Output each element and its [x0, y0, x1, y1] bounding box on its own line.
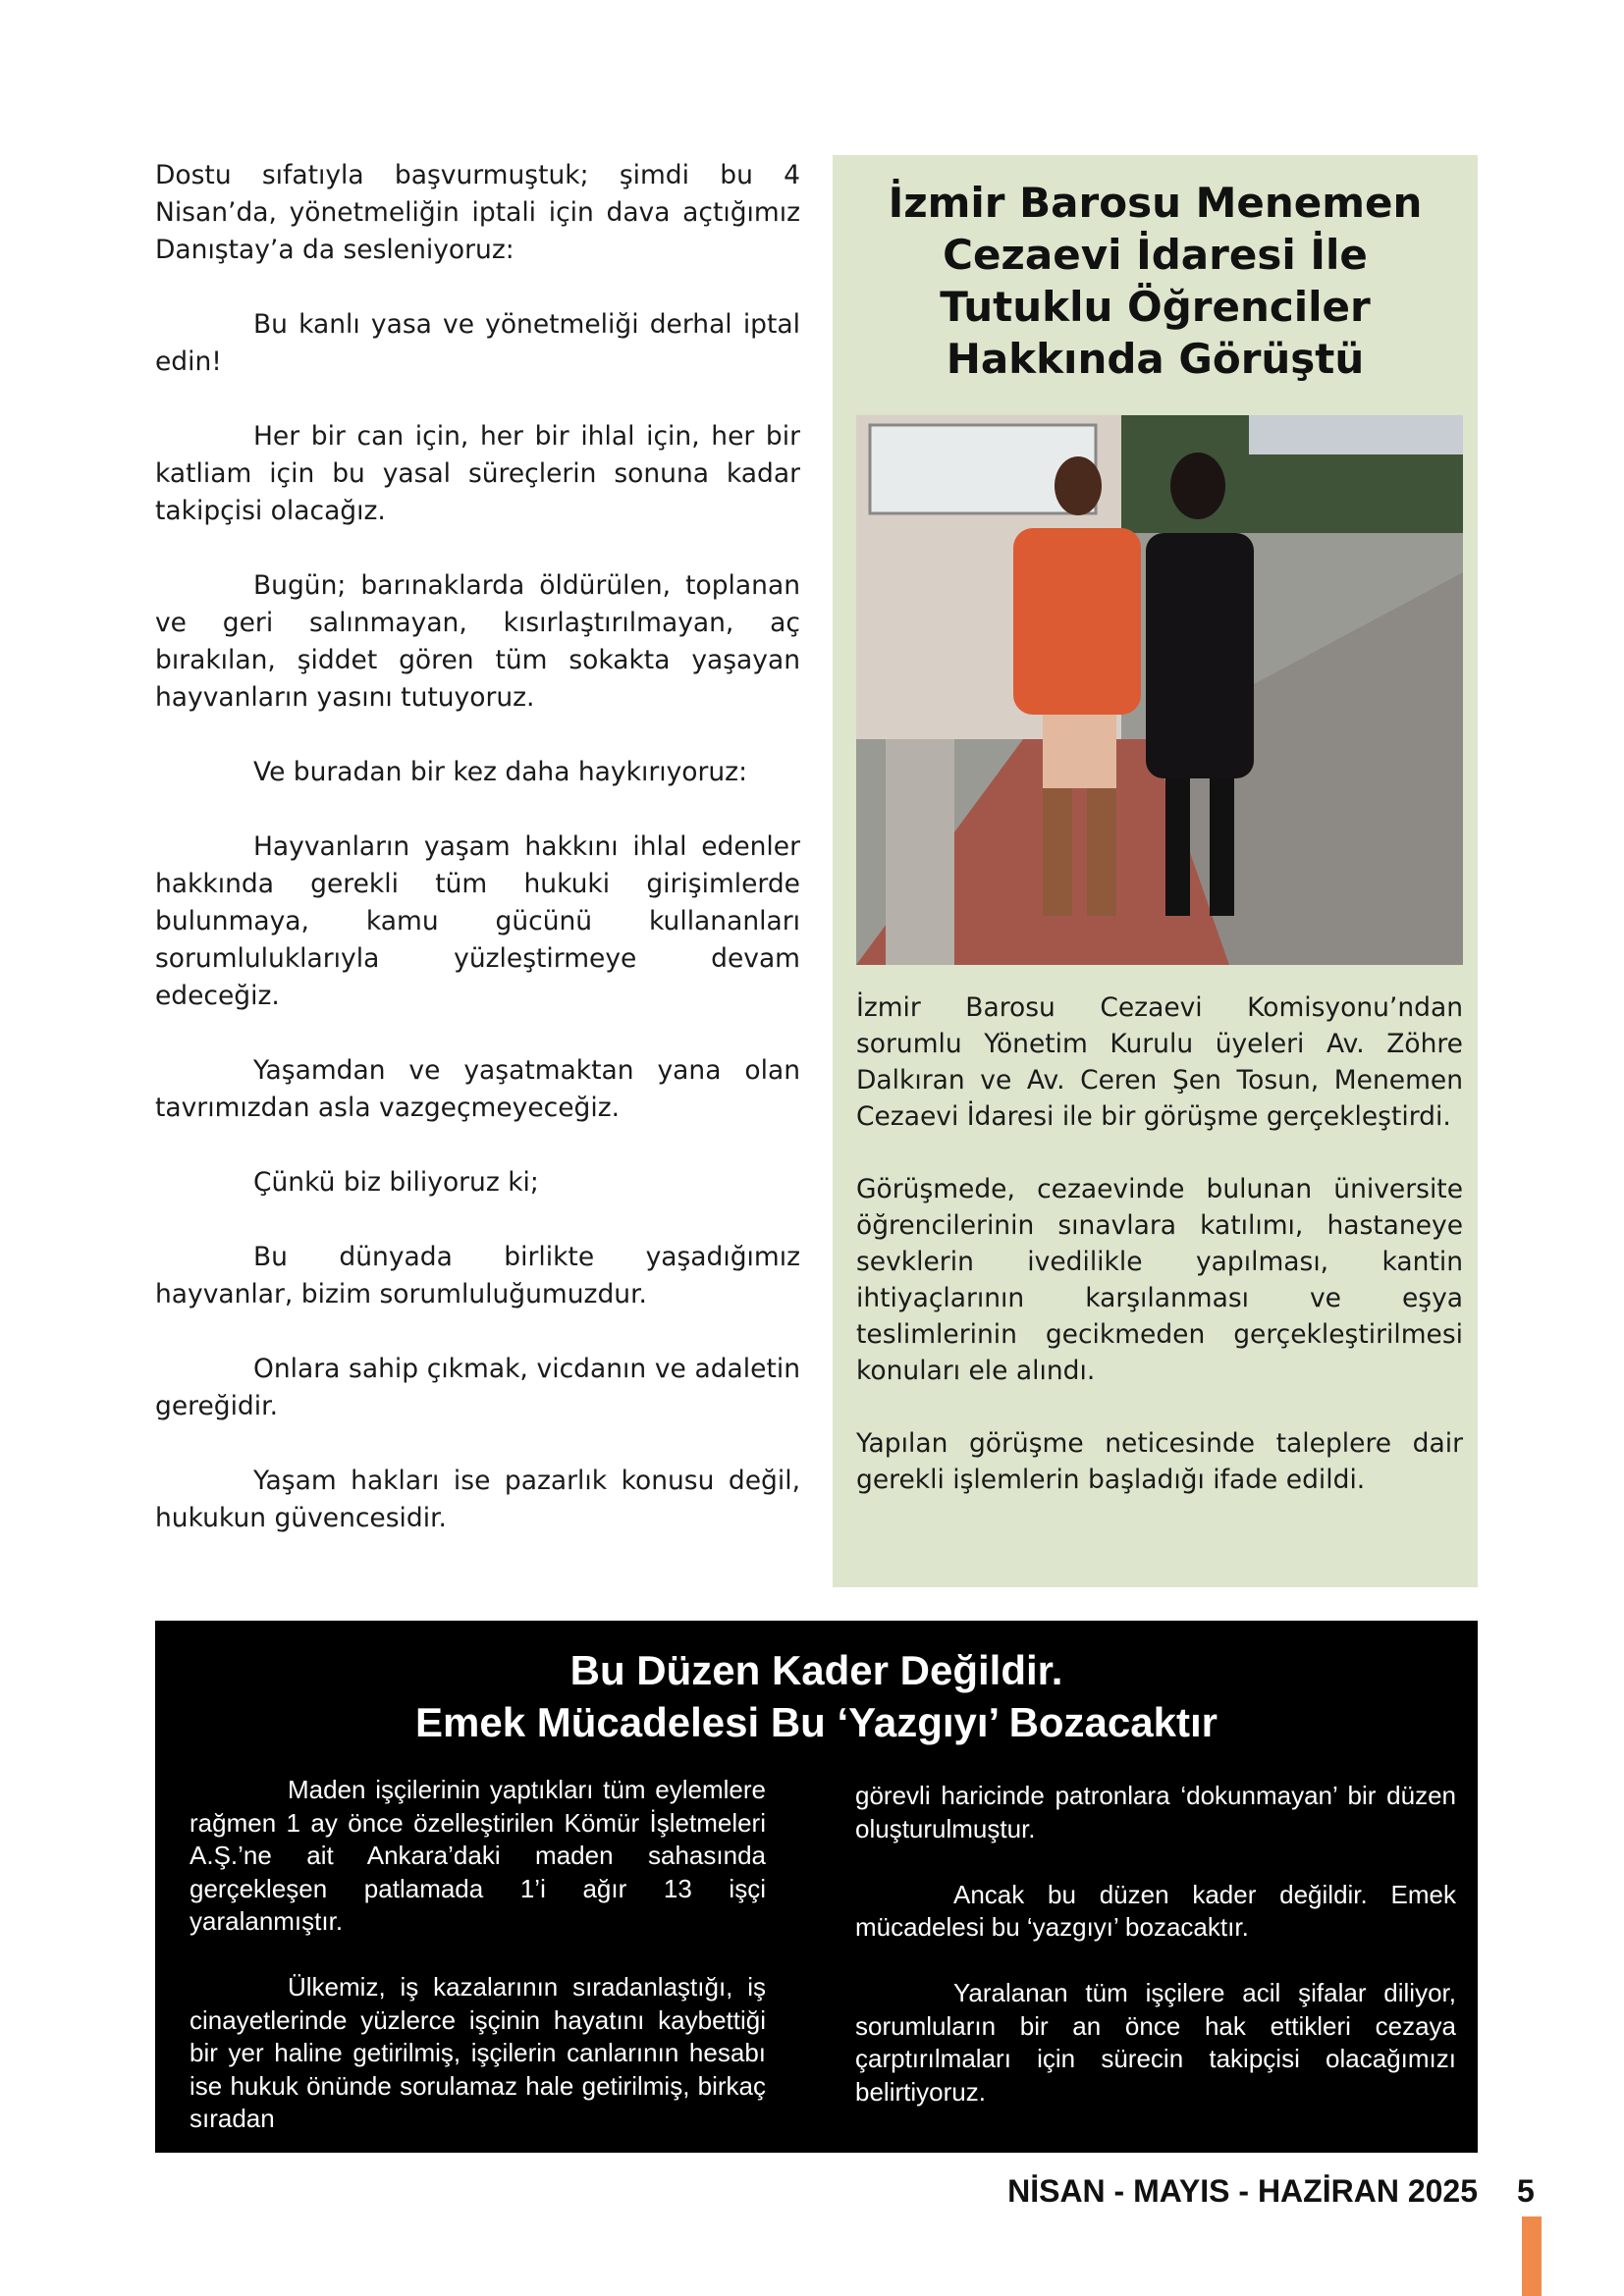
- page-number: 5: [1517, 2173, 1535, 2209]
- paragraph: Dostu sıfatıyla başvurmuştuk; şimdi bu 4 Nisan’da, yönetmeliğin iptali için dava açtığımız Danıştay’a da sesleniyoruz:: [155, 160, 800, 265]
- paragraph: Onlara sahip çıkmak, vicdanın ve adaletin gereğidir.: [155, 1354, 800, 1421]
- boxed-article: [155, 1621, 1478, 2153]
- paragraph: Ancak bu düzen kader değildir. Emek mücadelesi bu ‘yazgıyı’ bozacaktır.: [855, 1879, 1456, 1942]
- paragraph: Bugün; barınaklarda öldürülen, toplanan ve geri salınmayan, kısırlaştırılmayan, aç bırakılan, şiddet gören tüm sokakta yaşayan hayvanların yasını tutuyoruz.: [155, 570, 800, 713]
- title-line-1: Bu Düzen Kader Değildir.: [569, 1647, 1063, 1693]
- sidebar-article-title: İzmir Barosu Menemen Cezaevi İdaresi İle Tutuklu Öğrenciler Hakkında Görüştü: [888, 179, 1423, 383]
- paragraph: Maden işçilerinin yaptıkları tüm eylemlere rağmen 1 ay önce özelleştirilen Kömür İşletmeleri A.Ş.’ne ait Ankara’daki maden sahasında gerçekleşen patlamada 1’i ağır 13 işçi yaralanmıştır.: [189, 1775, 766, 1936]
- sidebar-article-box: [833, 155, 1478, 1587]
- paragraph: Bu dünyada birlikte yaşadığımız hayvanlar, bizim sorumluluğumuzdur.: [155, 1242, 800, 1309]
- boxed-article-left-column: [189, 1774, 766, 2168]
- issue-date: NİSAN - MAYIS - HAZİRAN 2025: [1007, 2173, 1478, 2209]
- paragraph: Bu kanlı yasa ve yönetmeliği derhal iptal edin!: [155, 309, 800, 377]
- left-article-column: [155, 157, 800, 1575]
- paragraph: görevli haricinde patronlara ‘dokunmayan’ bir düzen oluşturulmuştur.: [855, 1781, 1456, 1843]
- paragraph: Ülkemiz, iş kazalarının sıradanlaştığı, iş cinayetlerinde yüzlerce işçinin hayatını kaybettiği bir yer haline getirilmiş, işçilerin canlarının hesabı ise hukuk önünde sorulamaz hale getirilmiş, birkaç sıradan: [189, 1972, 766, 2133]
- sidebar-article-body: [856, 989, 1463, 1534]
- article-photo: [856, 415, 1463, 965]
- paragraph: Ve buradan bir kez daha haykırıyoruz:: [253, 757, 747, 787]
- paragraph: Yapılan görüşme neticesinde taleplere dair gerekli işlemlerin başladığı ifade edildi.: [856, 1428, 1463, 1495]
- page-accent-bar: [1522, 2216, 1542, 2296]
- paragraph: Çünkü biz biliyoruz ki;: [253, 1167, 539, 1198]
- title-line-2: Emek Mücadelesi Bu ‘Yazgıyı’ Bozacaktır: [414, 1699, 1218, 1745]
- paragraph: Yaralanan tüm işçilere acil şifalar diliyor, sorumluların bir an önce hak ettikleri cezaya çarptırılmaları için sürecin takipçisi olacağımızı belirtiyoruz.: [855, 1978, 1456, 2107]
- boxed-article-title: [155, 1644, 1478, 1748]
- paragraph: Görüşmede, cezaevinde bulunan üniversite öğrencilerinin sınavlara katılımı, hastaneye sevklerin ivedilikle yapılması, kantin ihtiyaçlarının karşılanması ve eşya teslimlerinin gecikmeden gerçekleştirilmesi konuları ele alındı.: [856, 1174, 1463, 1386]
- paragraph: Yaşam hakları ise pazarlık konusu değil, hukukun güvencesidir.: [155, 1466, 800, 1533]
- paragraph: Her bir can için, her bir ihlal için, her bir katliam için bu yasal süreçlerin sonuna kadar takipçisi olacağız.: [155, 421, 800, 526]
- paragraph: Yaşamdan ve yaşatmaktan yana olan tavrımızdan asla vazgeçmeyeceğiz.: [155, 1055, 800, 1123]
- boxed-article-right-column: [855, 1780, 1456, 2142]
- paragraph: Hayvanların yaşam hakkını ihlal edenler hakkında gerekli tüm hukuki girişimlerde bulunmaya, kamu gücünü kullananları sorumluluklarıyla yüzleştirmeye devam edeceğiz.: [155, 831, 800, 1011]
- paragraph: İzmir Barosu Cezaevi Komisyonu’ndan sorumlu Yönetim Kurulu üyeleri Av. Zöhre Dalkıran ve Av. Ceren Şen Tosun, Menemen Cezaevi İdaresi ile bir görüşme gerçekleştirdi.: [856, 992, 1463, 1132]
